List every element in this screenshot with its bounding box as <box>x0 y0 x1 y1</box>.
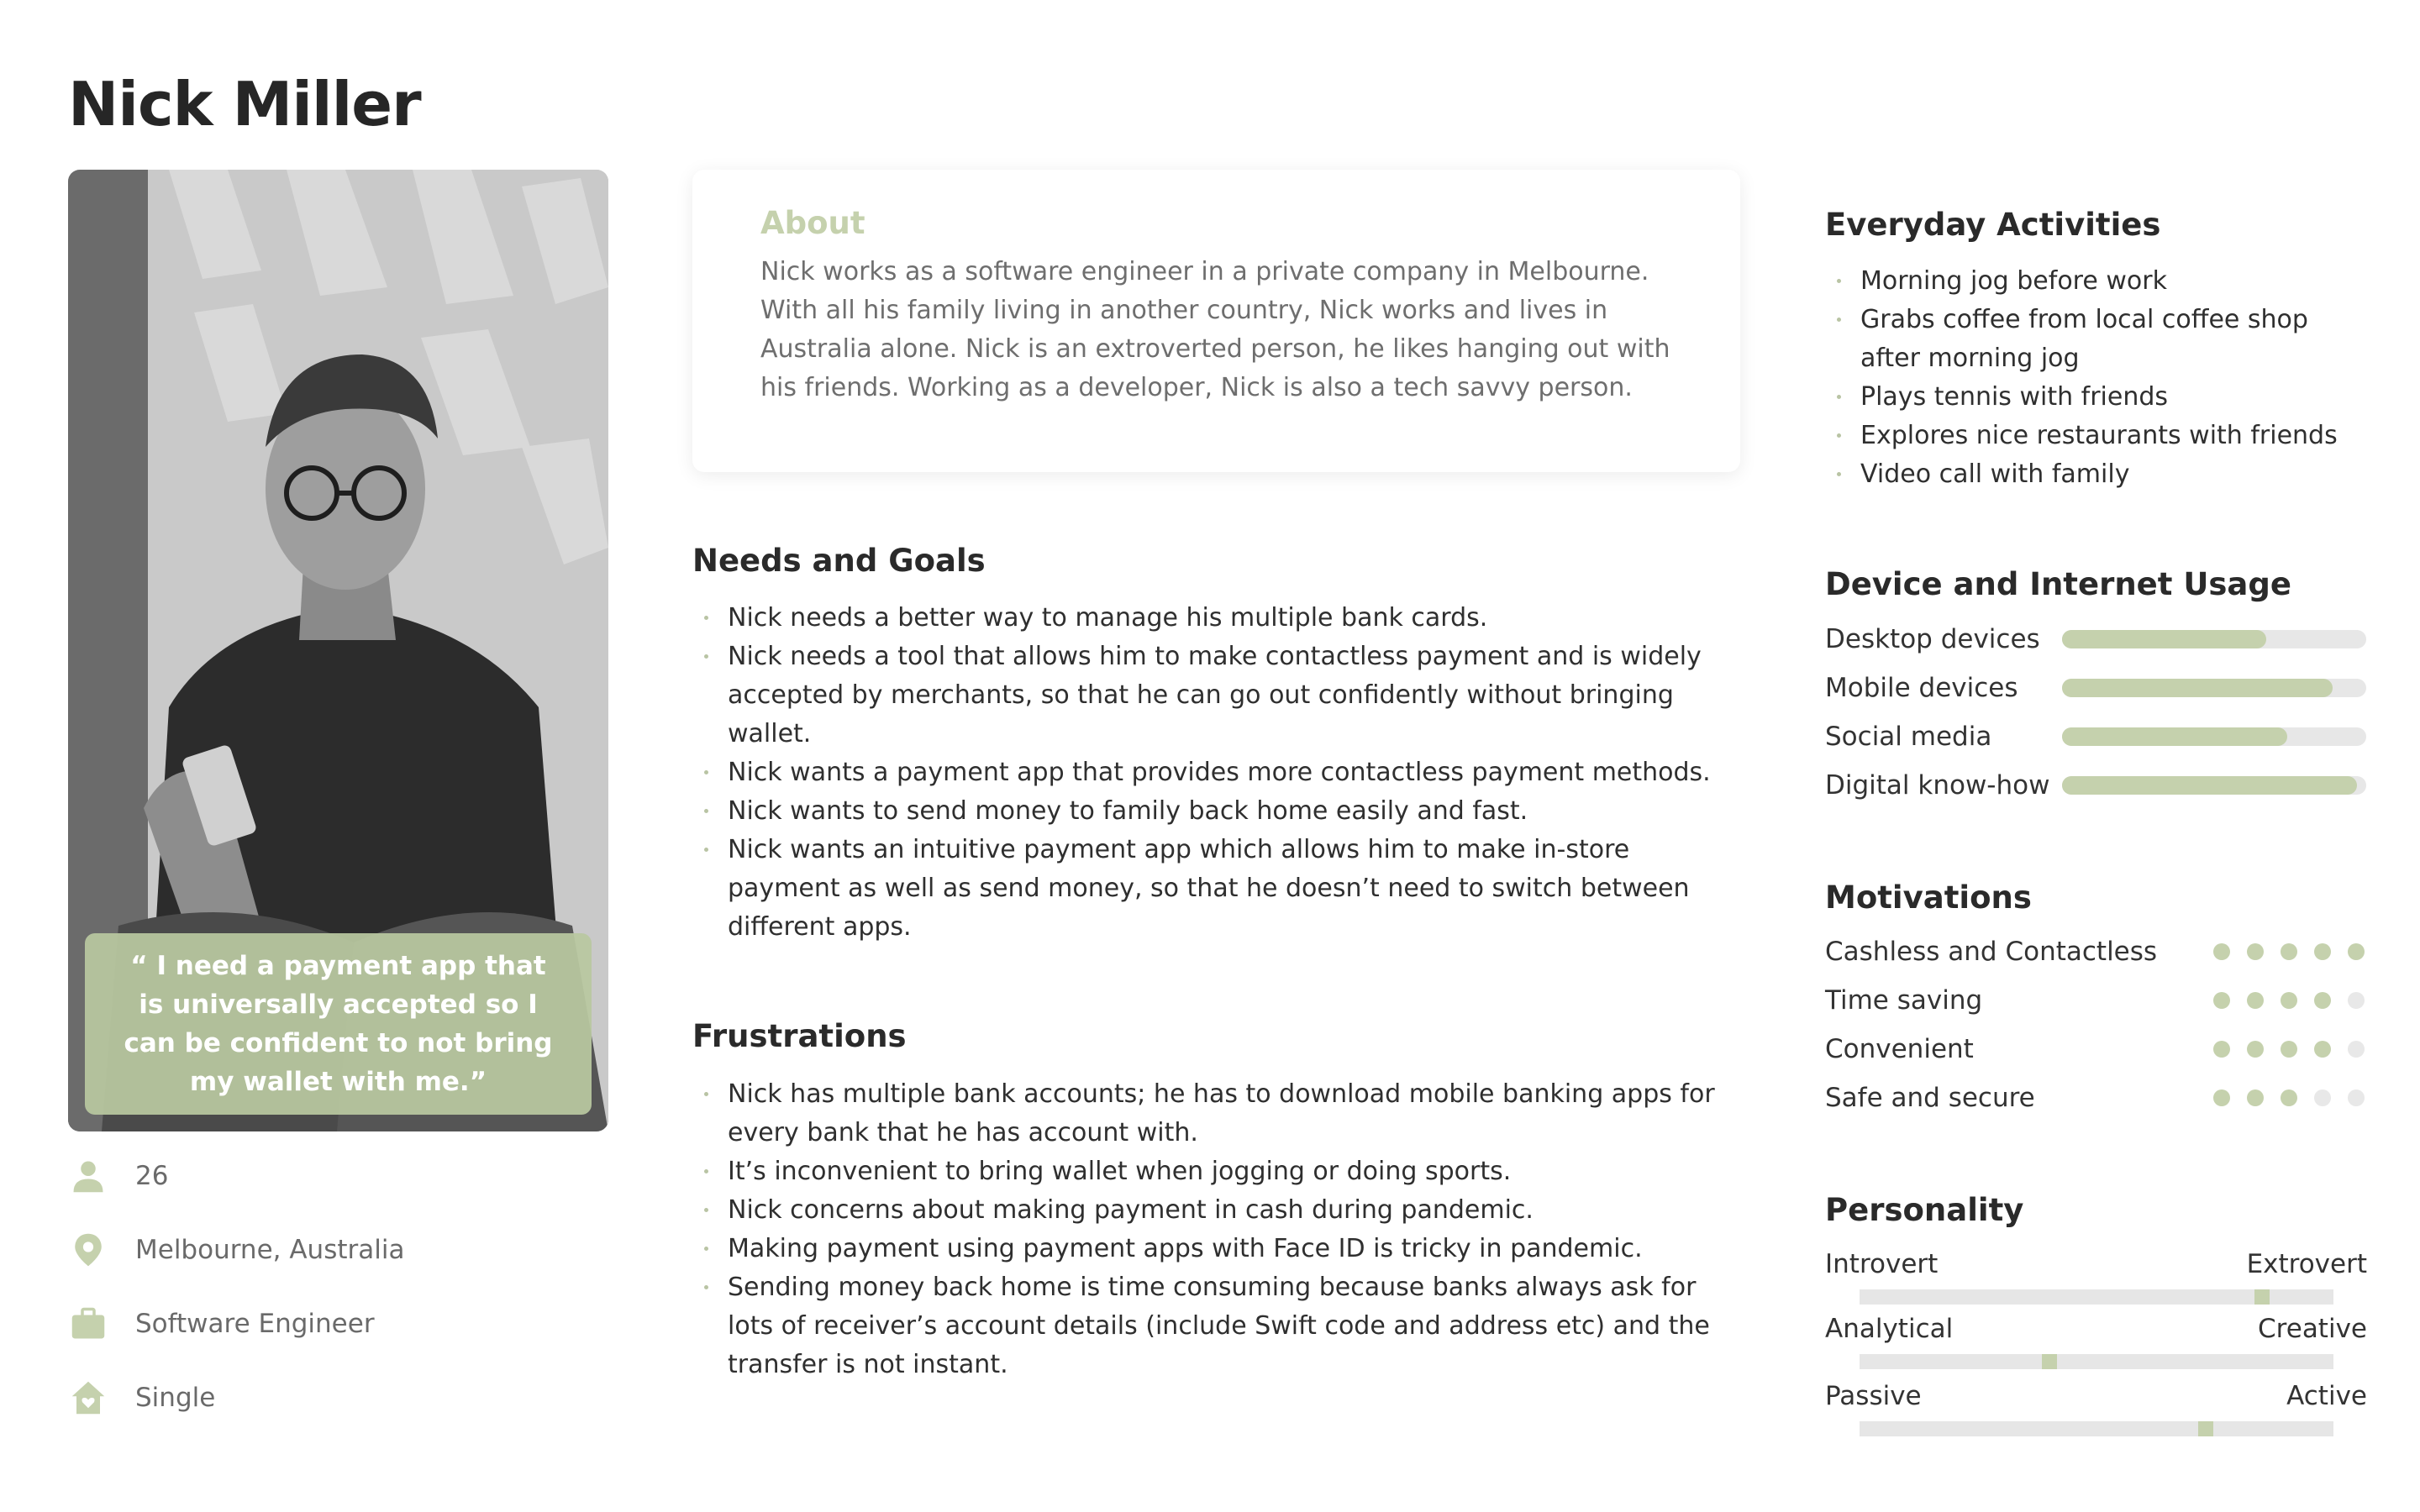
fact-occupation-text: Software Engineer <box>135 1309 375 1339</box>
scale-right-label: Active <box>2286 1381 2367 1411</box>
activities-list <box>1825 262 2363 494</box>
usage-row-mobile <box>1825 673 2018 703</box>
fact-relationship-text: Single <box>135 1383 216 1413</box>
usage-label: Mobile devices <box>1825 673 2018 703</box>
motivations-title: Motivations <box>1825 879 2032 916</box>
motivation-row <box>1825 937 2157 967</box>
scale-track <box>1860 1289 2333 1305</box>
list-item: It’s inconvenient to bring wallet when jogging or doing sports. <box>692 1152 1743 1191</box>
rating-dot-filled <box>2213 943 2230 960</box>
motivation-row <box>1825 1034 1974 1064</box>
scale-right-label: Creative <box>2258 1314 2367 1344</box>
fact-age-text: 26 <box>135 1161 169 1191</box>
personality-title: Personality <box>1825 1192 2024 1228</box>
usage-bar <box>2062 679 2366 697</box>
usage-label: Social media <box>1825 722 1992 752</box>
activities-title: Everyday Activities <box>1825 207 2161 243</box>
persona-facts <box>68 1156 606 1452</box>
usage-bar-fill <box>2062 727 2287 746</box>
rating-dot-filled <box>2281 1041 2297 1058</box>
rating-dot-filled <box>2314 943 2331 960</box>
list-item: Explores nice restaurants with friends <box>1825 417 2363 455</box>
frustrations-title: Frustrations <box>692 1018 907 1054</box>
scale-right-label: Extrovert <box>2246 1249 2367 1279</box>
rating-dot-filled <box>2314 1041 2331 1058</box>
fact-location <box>68 1230 606 1270</box>
rating-dot-empty <box>2348 992 2365 1009</box>
usage-row-social <box>1825 722 1991 752</box>
rating-dot-filled <box>2314 992 2331 1009</box>
usage-bar <box>2062 630 2366 648</box>
usage-bar-fill <box>2062 679 2333 697</box>
list-item: Grabs coffee from local coffee shop after morning jog <box>1825 301 2363 378</box>
motivation-row <box>1825 1083 2035 1113</box>
list-item: Nick has multiple bank accounts; he has to download mobile banking apps for every bank that he has account with. <box>692 1075 1743 1152</box>
rating-dots <box>2213 992 2381 1009</box>
scale-left-label: Analytical <box>1825 1314 1954 1344</box>
rating-dot-filled <box>2348 943 2365 960</box>
about-card <box>692 170 1740 472</box>
scale-marker <box>2198 1421 2213 1436</box>
scale-track <box>1860 1421 2333 1436</box>
rating-dot-empty <box>2348 1089 2365 1106</box>
persona-photo <box>68 170 608 1131</box>
usage-label: Desktop devices <box>1825 624 2040 654</box>
rating-dot-filled <box>2247 1089 2264 1106</box>
usage-bar-fill <box>2062 776 2357 795</box>
quote-text: “ I need a payment app that is universally accepted so I can be confident to not bring my wallet with me.” <box>124 951 553 1097</box>
list-item: Nick wants a payment app that provides more contactless payment methods. <box>692 753 1734 792</box>
rating-dot-filled <box>2281 992 2297 1009</box>
motivation-row <box>1825 985 1982 1016</box>
list-item: Nick wants an intuitive payment app which allows him to make in-store payment as well as send money, so that he doesn’t need to switch between different apps. <box>692 831 1734 947</box>
about-text: Nick works as a software engineer in a private company in Melbourne. With all his family living in another country, Nick works and lives in Australia alone. Nick is an extroverted person, he likes hanging out with his friends. Working as a developer, Nick is also a tech savvy person. <box>760 257 1670 402</box>
scale-left-label: Passive <box>1825 1381 1922 1411</box>
scale-track <box>1860 1354 2333 1369</box>
list-item: Nick wants to send money to family back home easily and fast. <box>692 792 1734 831</box>
rating-dots <box>2213 1041 2381 1058</box>
persona-name: Nick Miller <box>68 69 421 139</box>
rating-dot-filled <box>2281 943 2297 960</box>
usage-bar <box>2062 727 2366 746</box>
personality-scale <box>1825 1381 2367 1436</box>
list-item: Sending money back home is time consuming because banks always ask for lots of receiver’s account details (include Swift code and address etc) and the transfer is not instant. <box>692 1268 1743 1384</box>
rating-dot-filled <box>2213 1041 2230 1058</box>
list-item: Morning jog before work <box>1825 262 2363 301</box>
motivation-label: Convenient <box>1825 1034 1974 1064</box>
rating-dot-filled <box>2247 943 2264 960</box>
persona-quote <box>85 933 592 1115</box>
list-item: Nick needs a tool that allows him to make contactless payment and is widely accepted by merchants, so that he can go out confidently without bringing wallet. <box>692 638 1734 753</box>
fact-occupation <box>68 1304 606 1344</box>
rating-dot-empty <box>2314 1089 2331 1106</box>
scale-marker <box>2042 1354 2057 1369</box>
about-title: About <box>760 205 865 241</box>
list-item: Nick needs a better way to manage his multiple bank cards. <box>692 599 1734 638</box>
motivation-label: Cashless and Contactless <box>1825 937 2158 967</box>
usage-title: Device and Internet Usage <box>1825 566 2291 602</box>
usage-bar <box>2062 776 2366 795</box>
scale-left-label: Introvert <box>1825 1249 1939 1279</box>
usage-label: Digital know-how <box>1825 770 2050 801</box>
needs-list <box>692 599 1734 947</box>
list-item: Video call with family <box>1825 455 2363 494</box>
home-heart-icon <box>68 1378 108 1418</box>
motivation-label: Safe and secure <box>1825 1083 2035 1113</box>
list-item: Making payment using payment apps with Face ID is tricky in pandemic. <box>692 1230 1743 1268</box>
rating-dot-filled <box>2281 1089 2297 1106</box>
rating-dot-empty <box>2348 1041 2365 1058</box>
personality-scale <box>1825 1249 2367 1305</box>
usage-row-digital <box>1825 770 2049 801</box>
personality-scale <box>1825 1314 2367 1369</box>
list-item: Nick concerns about making payment in cash during pandemic. <box>692 1191 1743 1230</box>
rating-dots <box>2213 1089 2381 1106</box>
rating-dot-filled <box>2247 992 2264 1009</box>
frustrations-list <box>692 1075 1743 1384</box>
list-item: Plays tennis with friends <box>1825 378 2363 417</box>
rating-dots <box>2213 943 2381 960</box>
scale-marker <box>2254 1289 2270 1305</box>
motivation-label: Time saving <box>1825 985 1983 1016</box>
rating-dot-filled <box>2213 1089 2230 1106</box>
briefcase-icon <box>68 1304 108 1344</box>
usage-row-desktop <box>1825 624 2040 654</box>
person-icon <box>68 1156 108 1196</box>
needs-title: Needs and Goals <box>692 543 986 579</box>
rating-dot-filled <box>2213 992 2230 1009</box>
usage-bar-fill <box>2062 630 2266 648</box>
fact-location-text: Melbourne, Australia <box>135 1235 405 1265</box>
rating-dot-filled <box>2247 1041 2264 1058</box>
fact-relationship <box>68 1378 606 1418</box>
location-pin-icon <box>68 1230 108 1270</box>
fact-age <box>68 1156 606 1196</box>
